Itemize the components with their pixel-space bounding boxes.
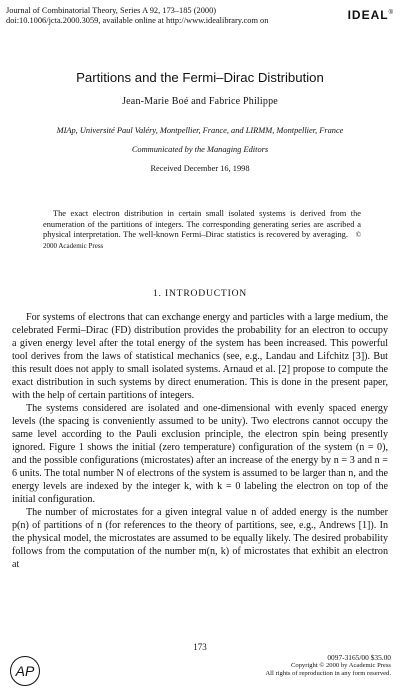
page-number: 173 bbox=[193, 642, 207, 652]
doi-line: doi:10.1006/jcta.2000.3059, available online at http://www.idealibrary.com on bbox=[6, 16, 269, 25]
rights-line: All rights of reproduction in any form reserved. bbox=[265, 670, 391, 678]
copyright-line: Copyright © 2000 by Academic Press bbox=[290, 662, 391, 670]
author-affiliation: MIAp, Université Paul Valéry, Montpellier, France, and LIRMM, Montpellier, France bbox=[56, 126, 344, 135]
copyright-footer bbox=[265, 654, 391, 679]
academic-press-logo: AP bbox=[10, 656, 40, 686]
article-authors: Jean-Marie Boé and Fabrice Philippe bbox=[122, 96, 278, 107]
article-body bbox=[12, 311, 388, 571]
paragraph-1: For systems of electrons that can exchange energy and particles with a large medium, the celebrated Fermi–Dirac (FD) distribution provides the probability for an electron to occupy a given energy level after the total energy of the system has been increased. This powerful tool derives from the laws of statistical mechanics (see, e.g., Landau and Lifchitz [3]). But this result does not apply to small isolated systems. Arnaud et al. [2] propose to compute the exact distribution in such systems by direct enumeration. This is done in the present paper, with the help of certain partitions of integers. bbox=[12, 312, 388, 401]
communicated-by: Communicated by the Managing Editors bbox=[131, 145, 269, 154]
abstract-text: The exact electron distribution in certain small isolated systems is derived from the enumeration of the partitions of integers. The corresponding generating series are ascribed a physical interpretation. The well-known Fermi–Dirac statistics is recovered by averaging. bbox=[43, 209, 361, 240]
paragraph-3: The number of microstates for a given integral value n of added energy is the number p(n) of partitions of n (for references to the theory of partitions, see, e.g., Andrews [1]). In the physical model, the microstates are assumed to be equally likely. The desired probability follows from the computation of the number m(n, k) of microstates that exhibit an electron at bbox=[12, 507, 388, 570]
abstract bbox=[43, 209, 361, 251]
abstract-copyright: © 2000 Academic Press bbox=[43, 231, 362, 250]
received-date: Received December 16, 1998 bbox=[150, 164, 250, 173]
registered-mark: ® bbox=[388, 10, 394, 16]
paragraph-2: The systems considered are isolated and one-dimensional with evenly spaced energy levels (the spacing is conveniently assumed to be unity). Two electrons cannot occupy the same level according to the Pauli exclusion principle, the electron spin being presently ignored. Figure 1 shows the initial (zero temperature) configuration of the system (n = 0), and the possible configurations (microstates) after an increase of the energy by n = 3 and n = 6 units. The total number N of electrons of the system is assumed to be larger than n, and the energy levels are indexed by the integer k, with k = 0 labeling the electron on top of the initial configuration. bbox=[12, 403, 388, 505]
ideal-logo-text: IDEAL bbox=[347, 8, 389, 22]
article-title: Partitions and the Fermi–Dirac Distribution bbox=[76, 70, 324, 85]
journal-citation: Journal of Combinatorial Theory, Series A 92, 173–185 (2000) bbox=[6, 6, 217, 15]
journal-header bbox=[6, 6, 336, 26]
issn-price: 0097-3165/00 $35.00 bbox=[327, 653, 391, 662]
ideal-logo bbox=[348, 8, 394, 22]
section-heading: 1. INTRODUCTION bbox=[152, 288, 248, 299]
